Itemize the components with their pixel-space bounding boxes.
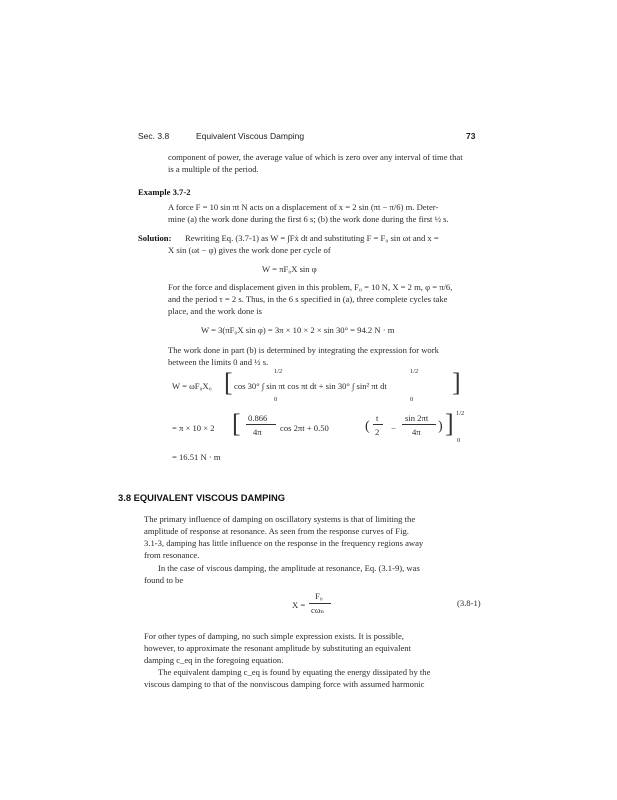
section-para4-line-2: viscous damping to that of the nonviscous damping force with assumed harmonic [144, 679, 425, 689]
step2-left-bracket: [ [232, 409, 241, 438]
problem-line-2: mine (a) the work done during the first 6 s; (b) the work done during the first ½ s. [168, 214, 449, 224]
section-para2-line-1: In the case of viscous damping, the amplitude at resonance, Eq. (3.1-9), was [158, 563, 420, 573]
section-para1-line-3: 3.1-3, damping has little influence on the response in the frequency regions away [144, 538, 424, 548]
equation-3-8-1-numerator: F₀ [315, 591, 323, 601]
section-title: Equivalent Viscous Damping [196, 131, 305, 141]
integral-lower-limit-2: 0 [410, 396, 414, 403]
integral-lower-limit-1: 0 [274, 396, 278, 403]
step2-t: t [376, 413, 379, 423]
right-bracket: ] [452, 368, 461, 397]
para2-line-2: and the period τ = 2 s. Thus, in the 6 s specified in (a), three complete cycles take [168, 294, 448, 304]
section-para2-line-2: found to be [144, 575, 184, 585]
step2-denominator-2: 4π [412, 427, 421, 437]
step2-upper-limit: 1/2 [456, 410, 465, 417]
solution-line-2: X sin (ωt − φ) gives the work done per cycle of [168, 245, 331, 255]
equation-work-total: W = 3(πF₀X sin φ) = 3π × 10 × 2 × sin 30° = 94.2 N · m [201, 325, 395, 335]
equation-integral-body: cos 30° ∫ sin πt cos πt dt + sin 30° ∫ sin² πt dt [234, 381, 387, 391]
step2-fraction-bar-1 [246, 424, 276, 425]
left-bracket: [ [224, 368, 233, 397]
step2-denominator-1: 4π [253, 427, 262, 437]
para3-line-2: between the limits 0 and ½ s. [168, 357, 269, 367]
equation-work-per-cycle: W = πF₀X sin φ [262, 264, 317, 274]
integral-upper-limit-2: 1/2 [410, 368, 419, 375]
equation-step2-lhs: = π × 10 × 2 [172, 423, 215, 433]
example-title: Example 3.7-2 [138, 187, 191, 197]
section-para4-line-1: The equivalent damping c_eq is found by equating the energy dissipated by the [158, 667, 431, 677]
step2-fraction-bar-t [373, 424, 383, 425]
integral-upper-limit-1: 1/2 [274, 368, 283, 375]
intro-line-1: component of power, the average value of which is zero over any interval of time that [168, 152, 463, 162]
para2-line-3: place, and the work done is [168, 306, 263, 316]
section-number: Sec. 3.8 [138, 131, 170, 141]
page-number: 73 [466, 131, 476, 141]
step2-two: 2 [375, 427, 380, 437]
equation-3-8-1-fraction-bar [309, 603, 331, 604]
section-para3-line-1: For other types of damping, no such simple expression exists. It is possible, [144, 631, 404, 641]
section-heading: 3.8 EQUIVALENT VISCOUS DAMPING [118, 492, 286, 503]
section-para1-line-1: The primary influence of damping on oscillatory systems is that of limiting the [144, 514, 416, 524]
para3-line-1: The work done in part (b) is determined by integrating the expression for work [168, 345, 439, 355]
step2-fraction-bar-2 [402, 424, 436, 425]
step2-paren-open: ( [365, 419, 370, 434]
solution-line-1: Rewriting Eq. (3.7-1) as W = ∫Fẋ dt and substituting F = F₀ sin ωt and x = [185, 233, 439, 243]
equation-3-8-1-denominator: cωₙ [311, 605, 325, 615]
solution-label: Solution: [138, 233, 172, 243]
equation-integral-lhs: W = ωF₀X₀ [172, 381, 212, 391]
equation-result: = 16.51 N · m [172, 452, 221, 462]
step2-lower-limit: 0 [457, 437, 461, 444]
step2-numerator-1: 0.866 [248, 413, 268, 423]
section-para3-line-3: damping c_eq in the foregoing equation. [144, 655, 284, 665]
section-para3-line-2: however, to approximate the resonant amplitude by substituting an equivalent [144, 643, 411, 653]
equation-number: (3.8-1) [457, 598, 481, 608]
para2-line-1: For the force and displacement given in this problem, F₀ = 10 N, X = 2 m, φ = π/6, [168, 282, 453, 292]
step2-numerator-2: sin 2πt [405, 413, 429, 423]
section-para1-line-2: amplitude of response at resonance. As seen from the response curves of Fig. [144, 526, 409, 536]
step2-paren-close: ) [438, 419, 443, 434]
intro-line-2: is a multiple of the period. [168, 164, 259, 174]
problem-line-1: A force F = 10 sin πt N acts on a displacement of x = 2 sin (πt − π/6) m. Deter- [168, 202, 439, 212]
step2-minus: − [391, 423, 396, 433]
equation-3-8-1-lhs: X = [292, 600, 306, 610]
section-para1-line-4: from resonance. [144, 550, 200, 560]
step2-right-bracket: ] [445, 409, 454, 438]
step2-middle: cos 2πt + 0.50 [280, 423, 329, 433]
